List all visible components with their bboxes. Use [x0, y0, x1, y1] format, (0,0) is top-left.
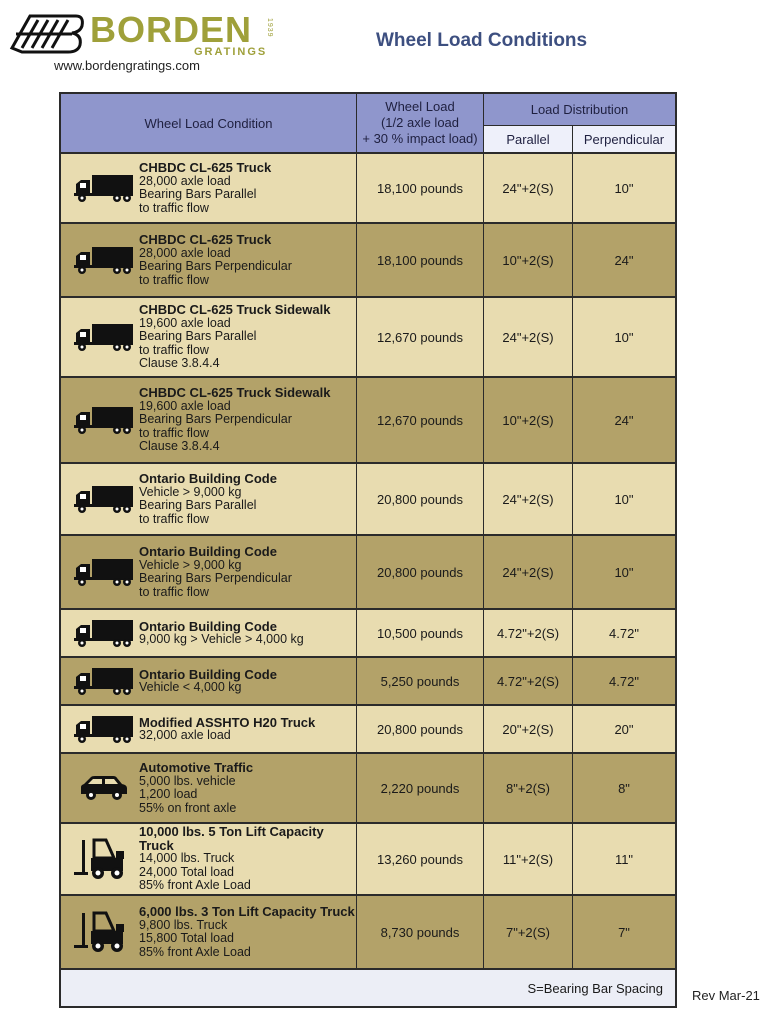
header-wheel-load-condition: Wheel Load Condition	[61, 94, 357, 154]
cell-perpendicular: 4.72"	[609, 625, 639, 641]
website-url[interactable]: www.bordengratings.com	[54, 58, 200, 73]
condition-detail: Vehicle > 9,000 kg	[139, 557, 242, 572]
condition-title: Ontario Building Code	[139, 666, 277, 682]
cell-parallel: 8"+2(S)	[484, 754, 573, 822]
condition-description	[139, 303, 330, 371]
cell-wheel-load: 8,730 pounds	[357, 896, 484, 968]
table-body	[61, 154, 675, 970]
cell-parallel: 24"+2(S)	[484, 464, 573, 534]
condition-detail: to traffic flow	[139, 342, 209, 357]
wheel-load-table	[59, 92, 677, 1008]
truck-icon	[69, 557, 139, 587]
page-title: Wheel Load Conditions	[376, 30, 588, 51]
condition-title: CHBDC CL-625 Truck Sidewalk	[139, 302, 331, 318]
condition-detail: Bearing Bars Perpendicular	[139, 571, 292, 585]
condition-title: 6,000 lbs. 3 Ton Lift Capacity Truck	[139, 904, 355, 919]
cell-wheel-load: 13,260 pounds	[357, 824, 484, 894]
condition-description	[139, 825, 356, 893]
cell-wheel-load: 2,220 pounds	[357, 754, 484, 822]
cell-parallel: 24"+2(S)	[484, 298, 573, 376]
cell-parallel: 20"+2(S)	[484, 706, 573, 752]
table-row	[61, 224, 675, 298]
condition-description	[139, 905, 355, 959]
cell-condition	[61, 706, 357, 752]
cell-parallel: 7"+2(S)	[484, 896, 573, 968]
brand-established: 1939	[266, 18, 273, 38]
cell-wheel-load: 12,670 pounds	[357, 378, 484, 462]
cell-perpendicular: 10"	[614, 564, 634, 580]
condition-detail: 85% front Axle Load	[139, 944, 251, 959]
condition-detail: 19,600 axle load	[139, 315, 231, 330]
grating-logo-icon	[8, 8, 86, 58]
cell-perpendicular: 7"	[618, 924, 630, 940]
revision-label: Rev Mar-21	[692, 988, 760, 1003]
table-row	[61, 298, 675, 378]
condition-detail: Bearing Bars Parallel	[139, 329, 257, 344]
condition-description	[139, 472, 277, 526]
cell-parallel: 24"+2(S)	[484, 536, 573, 608]
condition-detail: Clause 3.8.4.4	[139, 439, 220, 454]
condition-detail: 19,600 axle load	[139, 398, 231, 413]
condition-detail: 9,000 kg > Vehicle > 4,000 kg	[139, 632, 304, 646]
cell-wheel-load: 10,500 pounds	[357, 610, 484, 656]
cell-wheel-load: 20,800 pounds	[357, 706, 484, 752]
condition-description	[139, 668, 277, 695]
cell-condition	[61, 754, 357, 822]
table-row	[61, 536, 675, 610]
condition-description	[139, 545, 292, 599]
cell-perpendicular: 10"	[614, 491, 634, 507]
truck-icon	[69, 173, 139, 203]
condition-detail: 32,000 axle load	[139, 728, 231, 742]
brand-subtitle: GRATINGS	[194, 46, 268, 58]
condition-description	[139, 233, 292, 287]
condition-title: CHBDC CL-625 Truck	[139, 160, 272, 175]
condition-title: Ontario Building Code	[139, 618, 277, 634]
borden-logo	[8, 6, 278, 62]
table-row	[61, 824, 675, 896]
condition-detail: 55% on front axle	[139, 800, 237, 815]
condition-detail: Bearing Bars Perpendicular	[139, 412, 292, 427]
condition-title: Modified ASSHTO H20 Truck	[139, 714, 316, 730]
header-wheel-load-line1: Wheel Load	[385, 99, 455, 114]
cell-perpendicular: 24"	[614, 412, 634, 428]
cell-condition	[61, 298, 357, 376]
cell-condition	[61, 896, 357, 968]
condition-title: CHBDC CL-625 Truck	[139, 232, 272, 247]
cell-perpendicular: 24"	[614, 252, 634, 268]
condition-detail: Clause 3.8.4.4	[139, 356, 220, 371]
cell-condition	[61, 154, 357, 222]
cell-wheel-load: 18,100 pounds	[357, 224, 484, 296]
cell-condition	[61, 610, 357, 656]
condition-description	[139, 386, 330, 454]
table-row	[61, 610, 675, 658]
truck-icon	[69, 618, 139, 648]
cell-condition	[61, 378, 357, 462]
truck-icon	[69, 245, 139, 275]
header-perpendicular: Perpendicular	[573, 126, 675, 154]
cell-condition	[61, 658, 357, 704]
cell-perpendicular: 8"	[618, 780, 630, 796]
condition-title: CHBDC CL-625 Truck Sidewalk	[139, 385, 331, 401]
cell-wheel-load: 20,800 pounds	[357, 536, 484, 608]
header-wheel-load-line3: + 30 % impact load)	[362, 131, 478, 146]
cell-perpendicular: 4.72"	[609, 673, 639, 689]
cell-parallel: 10"+2(S)	[484, 224, 573, 296]
condition-detail: 85% front Axle Load	[139, 878, 251, 893]
cell-parallel: 4.72"+2(S)	[484, 658, 573, 704]
condition-description	[139, 761, 253, 815]
cell-perpendicular: 10"	[614, 180, 634, 196]
truck-icon	[69, 666, 139, 696]
cell-condition	[61, 536, 357, 608]
condition-title: 10,000 lbs. 5 Ton Lift Capacity Truck	[139, 824, 324, 853]
header-wheel-load	[357, 94, 484, 154]
cell-condition	[61, 224, 357, 296]
cell-perpendicular: 10"	[614, 329, 634, 345]
condition-detail: 9,800 lbs. Truck	[139, 917, 228, 932]
forklift-icon	[69, 836, 139, 882]
cell-parallel: 4.72"+2(S)	[484, 610, 573, 656]
header-parallel: Parallel	[484, 126, 573, 154]
table-row	[61, 658, 675, 706]
truck-icon	[69, 484, 139, 514]
table-row	[61, 896, 675, 970]
truck-icon	[69, 405, 139, 435]
header-load-distribution: Load Distribution	[484, 94, 675, 126]
condition-description	[139, 716, 315, 743]
cell-condition	[61, 824, 357, 894]
condition-detail: to traffic flow	[139, 272, 209, 287]
table-row	[61, 154, 675, 224]
condition-detail: Bearing Bars Perpendicular	[139, 259, 292, 273]
cell-wheel-load: 5,250 pounds	[357, 658, 484, 704]
condition-detail: 5,000 lbs. vehicle	[139, 773, 236, 788]
header-wheel-load-line2: (1/2 axle load	[380, 115, 460, 130]
condition-title: Automotive Traffic	[139, 760, 254, 775]
condition-detail: to traffic flow	[139, 511, 209, 526]
condition-description	[139, 161, 271, 215]
condition-detail: 28,000 axle load	[139, 245, 231, 260]
condition-detail: to traffic flow	[139, 425, 209, 440]
cell-perpendicular: 20"	[614, 721, 634, 737]
condition-detail: 24,000 Total load	[139, 864, 234, 879]
condition-detail: 28,000 axle load	[139, 173, 231, 188]
table-row	[61, 706, 675, 754]
car-icon	[69, 774, 139, 802]
truck-icon	[69, 322, 139, 352]
condition-detail: Bearing Bars Parallel	[139, 187, 257, 201]
condition-description	[139, 620, 304, 647]
condition-detail: Bearing Bars Parallel	[139, 498, 257, 512]
condition-title: Ontario Building Code	[139, 544, 277, 559]
cell-condition	[61, 464, 357, 534]
truck-icon	[69, 714, 139, 744]
condition-detail: Vehicle < 4,000 kg	[139, 680, 242, 694]
condition-detail: 14,000 lbs. Truck	[139, 851, 235, 866]
condition-detail: Vehicle > 9,000 kg	[139, 484, 242, 499]
cell-wheel-load: 20,800 pounds	[357, 464, 484, 534]
condition-detail: 15,800 Total load	[139, 931, 234, 945]
table-row	[61, 378, 675, 464]
cell-perpendicular: 11"	[614, 851, 634, 867]
condition-title: Ontario Building Code	[139, 471, 277, 486]
brand-name: BORDEN	[90, 9, 253, 50]
forklift-icon	[69, 909, 139, 955]
condition-detail: 1,200 load	[139, 787, 198, 801]
cell-parallel: 24"+2(S)	[484, 154, 573, 222]
table-row	[61, 464, 675, 536]
cell-parallel: 10"+2(S)	[484, 378, 573, 462]
cell-wheel-load: 12,670 pounds	[357, 298, 484, 376]
table-row	[61, 754, 675, 824]
footer-note: S=Bearing Bar Spacing	[527, 980, 663, 996]
table-header	[61, 94, 675, 154]
condition-detail: to traffic flow	[139, 584, 209, 599]
cell-parallel: 11"+2(S)	[484, 824, 573, 894]
condition-detail: to traffic flow	[139, 200, 209, 215]
cell-wheel-load: 18,100 pounds	[357, 154, 484, 222]
table-footer	[61, 970, 675, 1006]
